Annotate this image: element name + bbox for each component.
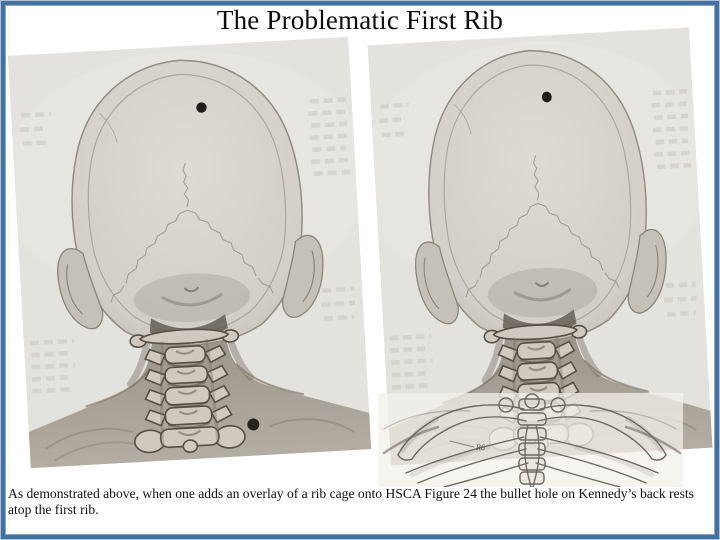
caption-text: As demonstrated above, when one adds an overlay of a rib cage onto HSCA Figure 24 the bullet hole on Kennedy’s back rests atop the first rib. <box>8 486 694 517</box>
rib-annotation: R6 <box>476 443 485 452</box>
anatomy-drawing <box>8 37 372 468</box>
rib-cage-overlay <box>378 393 683 487</box>
figure-left-hsca-24 <box>8 37 372 468</box>
slide-title: The Problematic First Rib <box>216 5 504 35</box>
rib-cage-drawing <box>384 394 680 487</box>
